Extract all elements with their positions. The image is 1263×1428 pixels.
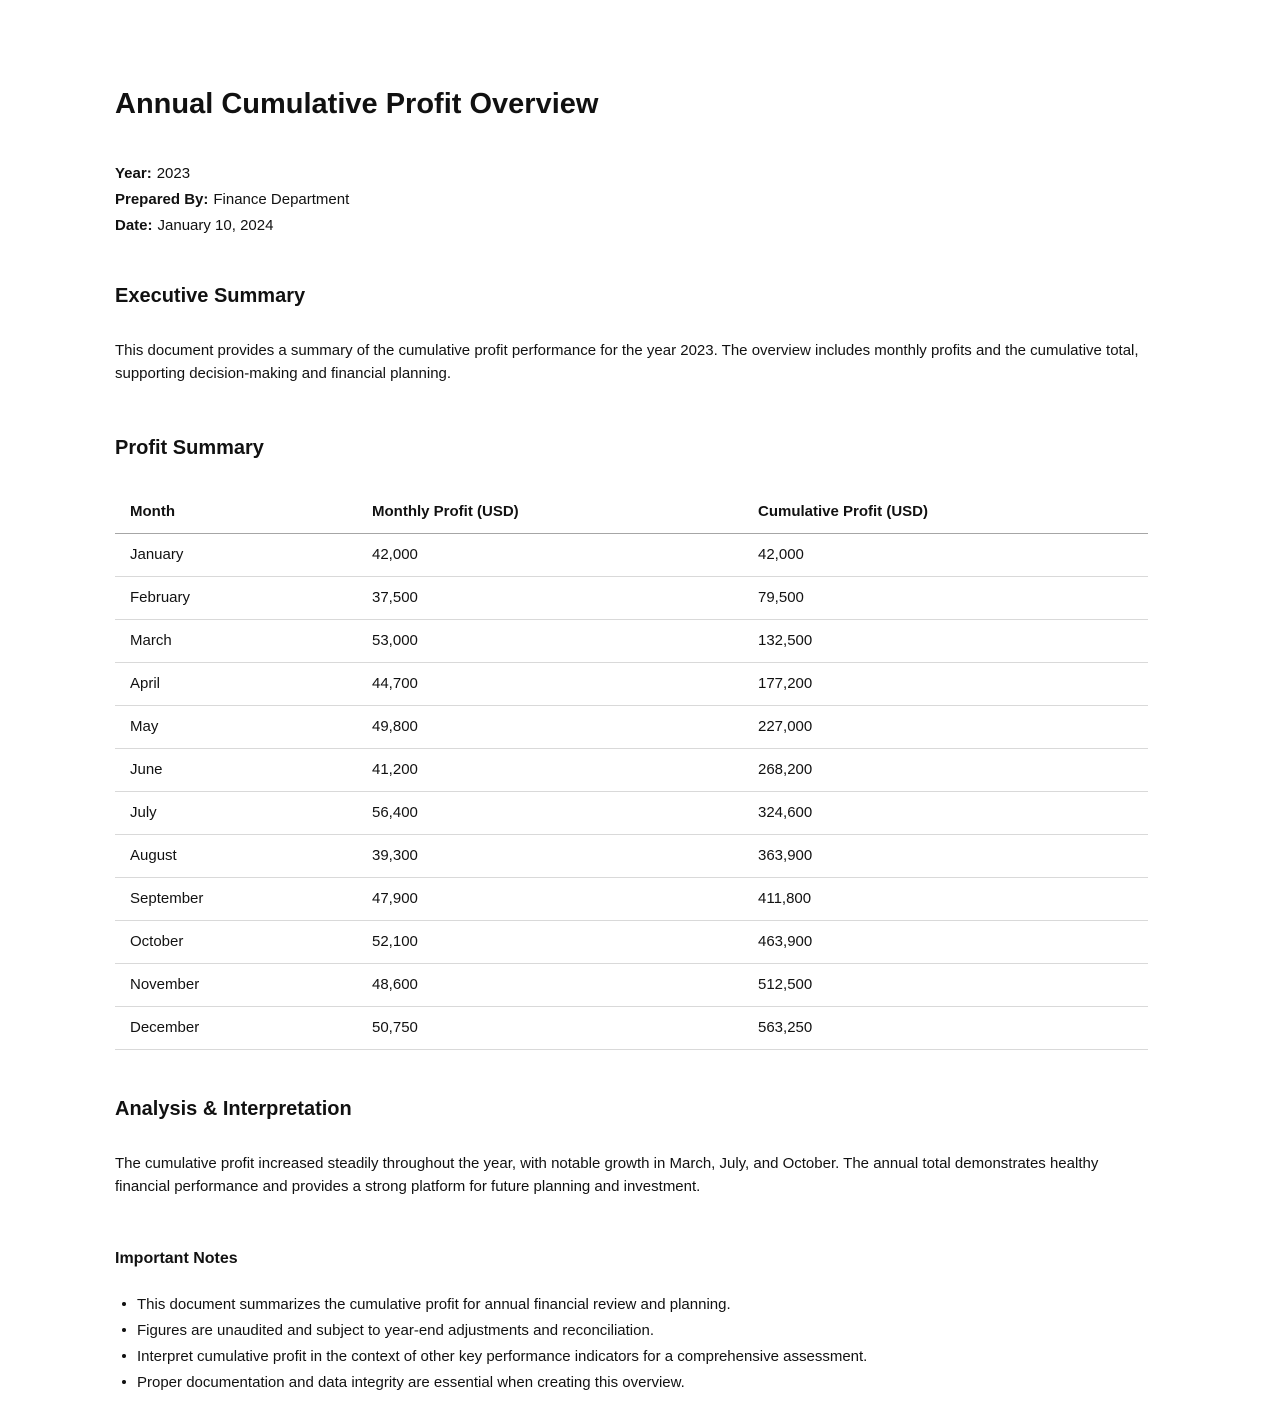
table-cell: May — [115, 706, 357, 749]
meta-prepared-by-label: Prepared By: — [115, 191, 209, 208]
important-notes-heading: Important Notes — [115, 1250, 238, 1267]
note-item: This document summarizes the cumulative profit for annual financial review and planning. — [115, 1296, 1148, 1313]
table-cell: 42,000 — [357, 534, 743, 577]
table-cell: February — [115, 577, 357, 620]
table-cell: June — [115, 749, 357, 792]
executive-summary-heading: Executive Summary — [115, 285, 306, 307]
analysis-text: The cumulative profit increased steadily throughout the year, with notable growth in March, July, and October. The annual total demonstrates healthy financial performance and provides a strong platform for future planning and investment. — [115, 1155, 1099, 1195]
meta-prepared-by-value: Finance Department — [213, 191, 350, 208]
meta-year — [115, 161, 1148, 187]
table-cell: 37,500 — [357, 577, 743, 620]
table-header-row — [115, 491, 1148, 534]
table-row — [115, 964, 1148, 1007]
table-cell: 512,500 — [743, 964, 1148, 1007]
table-cell: September — [115, 878, 357, 921]
table-cell: March — [115, 620, 357, 663]
table-cell: 42,000 — [743, 534, 1148, 577]
meta-prepared-by — [115, 187, 1148, 213]
profit-summary-heading: Profit Summary — [115, 437, 264, 459]
meta-year-value: 2023 — [156, 165, 191, 182]
table-cell: 411,800 — [743, 878, 1148, 921]
column-header-month: Month — [115, 491, 357, 534]
table-cell: 50,750 — [357, 1007, 743, 1050]
table-cell: 53,000 — [357, 620, 743, 663]
table-row — [115, 792, 1148, 835]
analysis-heading: Analysis & Interpretation — [115, 1098, 352, 1120]
table-cell: 79,500 — [743, 577, 1148, 620]
table-row — [115, 749, 1148, 792]
document-meta — [115, 161, 1148, 239]
table-cell: 563,250 — [743, 1007, 1148, 1050]
table-cell: August — [115, 835, 357, 878]
table-cell: 47,900 — [357, 878, 743, 921]
column-header-cumulative-profit: Cumulative Profit (USD) — [743, 491, 1148, 534]
table-cell: April — [115, 663, 357, 706]
table-cell: 463,900 — [743, 921, 1148, 964]
table-cell: 268,200 — [743, 749, 1148, 792]
table-row — [115, 1007, 1148, 1050]
meta-year-label: Year: — [115, 165, 152, 182]
table-row — [115, 921, 1148, 964]
note-item: Interpret cumulative profit in the context of other key performance indicators for a comprehensive assessment. — [115, 1348, 1148, 1365]
table-cell: January — [115, 534, 357, 577]
table-cell: December — [115, 1007, 357, 1050]
table-cell: 132,500 — [743, 620, 1148, 663]
executive-summary-text: This document provides a summary of the cumulative profit performance for the year 2023. The overview includes monthly profits and the cumulative total, supporting decision-making and financial planning. — [115, 342, 1139, 382]
table-cell: July — [115, 792, 357, 835]
table-cell: 44,700 — [357, 663, 743, 706]
table-row — [115, 706, 1148, 749]
table-cell: 324,600 — [743, 792, 1148, 835]
table-row — [115, 577, 1148, 620]
column-header-monthly-profit: Monthly Profit (USD) — [357, 491, 743, 534]
profit-table-body — [115, 534, 1148, 1050]
table-row — [115, 878, 1148, 921]
table-row — [115, 835, 1148, 878]
table-row — [115, 620, 1148, 663]
table-row — [115, 663, 1148, 706]
profit-summary-table — [115, 491, 1148, 1050]
table-cell: 363,900 — [743, 835, 1148, 878]
page-title: Annual Cumulative Profit Overview — [115, 88, 599, 120]
table-cell: 177,200 — [743, 663, 1148, 706]
table-cell: 56,400 — [357, 792, 743, 835]
table-cell: 49,800 — [357, 706, 743, 749]
table-cell: 227,000 — [743, 706, 1148, 749]
note-item: Proper documentation and data integrity are essential when creating this overview. — [115, 1374, 1148, 1391]
meta-date — [115, 213, 1148, 239]
note-item: Figures are unaudited and subject to year-end adjustments and reconciliation. — [115, 1322, 1148, 1339]
meta-date-value: January 10, 2024 — [157, 217, 274, 234]
meta-date-label: Date: — [115, 217, 153, 234]
table-row — [115, 534, 1148, 577]
table-cell: November — [115, 964, 357, 1007]
table-cell: October — [115, 921, 357, 964]
important-notes-list — [115, 1296, 1148, 1391]
table-cell: 41,200 — [357, 749, 743, 792]
table-cell: 52,100 — [357, 921, 743, 964]
table-cell: 39,300 — [357, 835, 743, 878]
profit-table-head — [115, 491, 1148, 534]
table-cell: 48,600 — [357, 964, 743, 1007]
